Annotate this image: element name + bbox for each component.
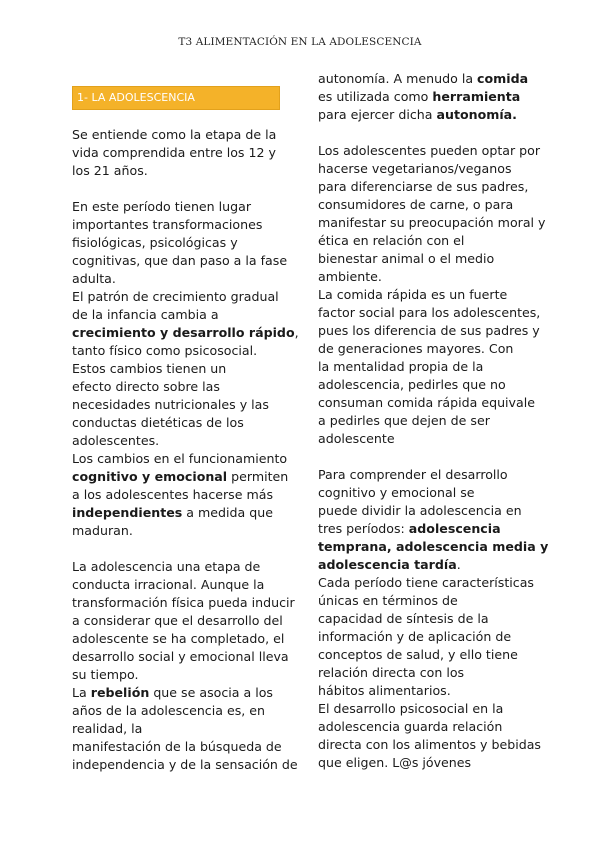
text-line bbox=[318, 718, 538, 736]
text-run: . bbox=[456, 557, 461, 572]
text-line bbox=[72, 702, 287, 720]
bold-text-run: independientes bbox=[72, 505, 183, 520]
text-run: permiten bbox=[227, 469, 289, 484]
bold-text-run: herramienta bbox=[432, 89, 521, 104]
text-run: cognitivas, que dan paso a la fase bbox=[72, 253, 288, 268]
text-line bbox=[72, 594, 295, 612]
text-line bbox=[72, 666, 287, 684]
text-run: de la infancia cambia a bbox=[72, 307, 219, 322]
text-run: pues los diferencia de sus padres y bbox=[318, 323, 540, 338]
text-line bbox=[318, 178, 538, 196]
text-run: a los adolescentes hacerse más bbox=[72, 487, 274, 502]
text-run: de generaciones mayores. Con bbox=[318, 341, 514, 356]
text-line bbox=[318, 592, 538, 610]
text-run: factor social para los adolescentes, bbox=[318, 305, 541, 320]
text-line bbox=[72, 378, 287, 396]
bold-text-run: temprana, adolescencia media y bbox=[318, 539, 549, 554]
text-line bbox=[318, 484, 538, 502]
text-line bbox=[72, 198, 287, 216]
text-line bbox=[72, 288, 287, 306]
text-line bbox=[318, 754, 538, 772]
text-line bbox=[318, 538, 549, 556]
text-run: es utilizada como bbox=[318, 89, 433, 104]
text-line bbox=[72, 414, 287, 432]
text-line bbox=[72, 144, 287, 162]
text-run: su tiempo. bbox=[72, 667, 139, 682]
bold-text-run: cognitivo y emocional bbox=[72, 469, 228, 484]
text-run: hacerse vegetarianos/veganos bbox=[318, 161, 512, 176]
text-line bbox=[318, 412, 538, 430]
text-line bbox=[318, 394, 538, 412]
text-run: fisiológicas, psicológicas y bbox=[72, 235, 238, 250]
text-line bbox=[72, 558, 287, 576]
text-line bbox=[72, 360, 287, 378]
bold-text-run: autonomía. bbox=[436, 107, 517, 122]
text-run: maduran. bbox=[72, 523, 133, 538]
text-line bbox=[72, 504, 287, 522]
text-line bbox=[72, 630, 287, 648]
text-run: La bbox=[72, 685, 91, 700]
text-line bbox=[318, 376, 538, 394]
text-line bbox=[72, 234, 287, 252]
text-line bbox=[318, 556, 538, 574]
text-run: Estos cambios tienen un bbox=[72, 361, 227, 376]
text-line bbox=[318, 736, 541, 754]
text-line bbox=[72, 216, 287, 234]
paragraph-gap bbox=[318, 124, 538, 142]
text-run: que eligen. L@s jóvenes bbox=[318, 755, 472, 770]
text-line bbox=[318, 430, 538, 448]
paragraph-gap bbox=[318, 448, 538, 466]
text-line bbox=[318, 88, 538, 106]
text-line bbox=[72, 612, 287, 630]
text-run: los 21 años. bbox=[72, 163, 148, 178]
text-line bbox=[318, 340, 538, 358]
left-column-text bbox=[72, 126, 299, 774]
text-run: transformación física pueda inducir bbox=[72, 595, 295, 610]
text-line bbox=[72, 576, 287, 594]
text-line bbox=[318, 682, 538, 700]
text-line bbox=[318, 268, 538, 286]
text-line bbox=[72, 486, 287, 504]
text-line bbox=[72, 756, 298, 774]
text-line bbox=[72, 252, 287, 270]
text-line bbox=[318, 304, 541, 322]
section-heading-box bbox=[72, 86, 280, 110]
text-line bbox=[318, 142, 541, 160]
text-run: conceptos de salud, y ello tiene bbox=[318, 647, 518, 662]
text-run: Para comprender el desarrollo bbox=[318, 467, 508, 482]
text-line bbox=[318, 322, 538, 340]
text-run: puede dividir la adolescencia en bbox=[318, 503, 522, 518]
text-line bbox=[72, 450, 287, 468]
text-run: adolescente se ha completado, el bbox=[72, 631, 285, 646]
text-run: tres períodos: bbox=[318, 521, 409, 536]
text-run: para ejercer dicha bbox=[318, 107, 437, 122]
bold-text-run: adolescencia bbox=[408, 521, 501, 536]
text-line bbox=[318, 466, 538, 484]
text-line bbox=[72, 522, 287, 540]
text-line bbox=[318, 250, 538, 268]
bold-text-run: crecimiento y desarrollo rápido bbox=[72, 325, 295, 340]
text-run: cognitivo y emocional se bbox=[318, 485, 475, 500]
text-run: ambiente. bbox=[318, 269, 382, 284]
text-run: El patrón de crecimiento gradual bbox=[72, 289, 279, 304]
text-line bbox=[318, 196, 538, 214]
text-run: manifestación de la búsqueda de bbox=[72, 739, 282, 754]
text-line bbox=[318, 232, 538, 250]
text-run: La adolescencia una etapa de bbox=[72, 559, 261, 574]
text-line bbox=[72, 126, 287, 144]
text-run: manifestar su preocupación moral y bbox=[318, 215, 546, 230]
text-line bbox=[318, 700, 538, 718]
bold-text-run: rebelión bbox=[90, 685, 150, 700]
text-run: a considerar que el desarrollo del bbox=[72, 613, 283, 628]
text-run: consuman comida rápida equivale bbox=[318, 395, 535, 410]
text-run: independencia y de la sensación de bbox=[72, 757, 298, 772]
text-line bbox=[318, 646, 538, 664]
paragraph-gap bbox=[72, 540, 287, 558]
text-run: adolescente bbox=[318, 431, 395, 446]
text-line bbox=[318, 160, 538, 178]
text-line bbox=[72, 720, 287, 738]
text-line bbox=[72, 738, 287, 756]
bold-text-run: comida bbox=[477, 71, 529, 86]
text-line bbox=[318, 610, 538, 628]
left-column bbox=[72, 86, 299, 774]
text-run: Los cambios en el funcionamiento bbox=[72, 451, 288, 466]
text-run: únicas en términos de bbox=[318, 593, 458, 608]
text-line bbox=[72, 396, 287, 414]
text-run: Se entiende como la etapa de la bbox=[72, 127, 277, 142]
text-line bbox=[72, 324, 299, 342]
text-run: capacidad de síntesis de la bbox=[318, 611, 489, 626]
section-heading-label: 1- LA ADOLESCENCIA bbox=[77, 91, 195, 104]
text-run: a pedirles que dejen de ser bbox=[318, 413, 490, 428]
text-line bbox=[72, 648, 287, 666]
text-run: hábitos alimentarios. bbox=[318, 683, 451, 698]
text-line bbox=[72, 342, 287, 360]
text-run: desarrollo social y emocional lleva bbox=[72, 649, 289, 664]
paragraph-gap bbox=[72, 180, 287, 198]
text-line bbox=[72, 432, 287, 450]
text-run: Los adolescentes pueden optar por bbox=[318, 143, 541, 158]
text-line bbox=[318, 664, 538, 682]
text-run: para diferenciarse de sus padres, bbox=[318, 179, 529, 194]
text-line bbox=[318, 502, 538, 520]
text-run: adulta. bbox=[72, 271, 116, 286]
text-run: consumidores de carne, o para bbox=[318, 197, 514, 212]
text-run: años de la adolescencia es, en bbox=[72, 703, 266, 718]
text-line bbox=[318, 286, 538, 304]
right-column bbox=[318, 70, 549, 772]
text-run: necesidades nutricionales y las bbox=[72, 397, 269, 412]
text-run: Cada período tiene características bbox=[318, 575, 534, 590]
text-run: importantes transformaciones bbox=[72, 217, 263, 232]
text-run: efecto directo sobre las bbox=[72, 379, 220, 394]
text-run: El desarrollo psicosocial en la bbox=[318, 701, 504, 716]
text-line bbox=[72, 306, 287, 324]
text-line bbox=[318, 70, 538, 88]
text-line bbox=[72, 162, 287, 180]
text-run: realidad, la bbox=[72, 721, 143, 736]
text-run: relación directa con los bbox=[318, 665, 465, 680]
text-run: ética en relación con el bbox=[318, 233, 465, 248]
text-run: información y de aplicación de bbox=[318, 629, 512, 644]
text-run: conductas dietéticas de los bbox=[72, 415, 244, 430]
text-line bbox=[318, 520, 538, 538]
text-run: bienestar animal o el medio bbox=[318, 251, 495, 266]
page-header-title: T3 ALIMENTACIÓN EN LA ADOLESCENCIA bbox=[178, 36, 422, 48]
text-line bbox=[318, 358, 538, 376]
text-run: vida comprendida entre los 12 y bbox=[72, 145, 276, 160]
text-run: autonomía. A menudo la bbox=[318, 71, 478, 86]
text-line bbox=[318, 214, 546, 232]
text-line bbox=[318, 628, 538, 646]
text-line bbox=[72, 270, 287, 288]
text-run: a medida que bbox=[182, 505, 273, 520]
text-line bbox=[318, 106, 538, 124]
text-run: que se asocia a los bbox=[149, 685, 273, 700]
text-run: la mentalidad propia de la bbox=[318, 359, 484, 374]
text-line bbox=[318, 574, 538, 592]
text-run: tanto físico como psicosocial. bbox=[72, 343, 258, 358]
text-run: directa con los alimentos y bebidas bbox=[318, 737, 541, 752]
text-line bbox=[72, 468, 287, 486]
text-run: conducta irracional. Aunque la bbox=[72, 577, 265, 592]
text-run: La comida rápida es un fuerte bbox=[318, 287, 508, 302]
text-run: adolescencia, pedirles que no bbox=[318, 377, 506, 392]
text-run: adolescentes. bbox=[72, 433, 160, 448]
text-line bbox=[72, 684, 287, 702]
text-run: , bbox=[294, 325, 299, 340]
text-run: En este período tienen lugar bbox=[72, 199, 252, 214]
right-column-text bbox=[318, 70, 549, 772]
text-run: adolescencia guarda relación bbox=[318, 719, 503, 734]
bold-text-run: adolescencia tardía bbox=[318, 557, 457, 572]
